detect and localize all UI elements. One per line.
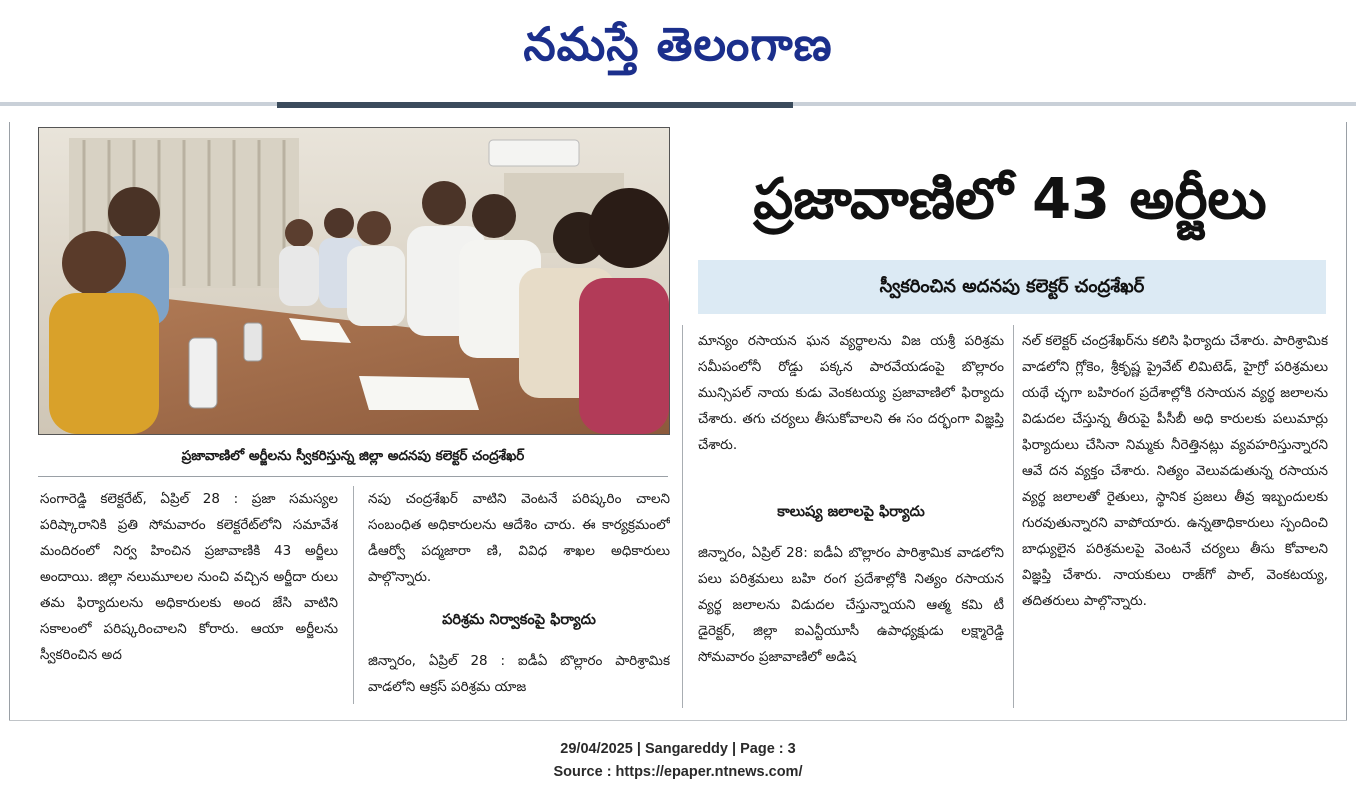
- page-frame-right: [1346, 122, 1347, 720]
- article-paragraph: జిన్నారం, ఏప్రిల్ 28: ఐడీఏ బొల్లారం పారిశ్రామిక వాడలోని పలు పరిశ్రమలు బహి రంగ ప్రదేశాల్లోకి నిత్యం రసాయన వ్యర్థ జలాలను విడుదల చేస్తున్నాయని ఆత్మ కమి టీ డైరెక్టర్, జిల్లా ఐఎన్టీయూసీ ఉపాధ్యక్షుడు లక్ష్మారెడ్డి సోమవారం ప్రజావాణిలో అడిష: [698, 545, 1004, 665]
- edition-info: 29/04/2025 | Sangareddy | Page : 3: [560, 741, 796, 757]
- newspaper-logo-title: నమస్తే తెలంగాణ: [523, 17, 833, 71]
- section-subheading: కాలుష్య జలాలపై ఫిర్యాదు: [777, 504, 925, 520]
- article-column-1: [40, 486, 338, 702]
- article-paragraph: సంగారెడ్డి కలెక్టరేట్, ఏప్రిల్ 28 : ప్రజా సమస్యల పరిష్కారానికి ప్రతి సోమవారం కలెక్టరేట్‌లోని సమావేశ మందిరంలో నిర్వ హించిన ప్రజావాణికి 43 అర్జీలు అందాయి. జిల్లా నలుమూలల నుంచి వచ్చిన అర్జీదా రులు తమ ఫిర్యాదులను అధికారులకు అంద జేసి వాటిని సకాలంలో పరిష్కరించాలని కోరారు. ఆయా అర్జీలను స్వీకరించిన అద: [40, 491, 338, 663]
- article-paragraph: నపు చంద్రశేఖర్ వాటిని వెంటనే పరిష్కరిం చాలని సంబంధిత అధికారులను ఆదేశిం చారు. ఈ కార్యక్రమంలో డీఆర్వో పద్మజారా ణి, వివిధ శాఖల అధికారులు పాల్గొన్నారు.: [368, 491, 670, 585]
- caption-divider: [38, 476, 668, 477]
- article-paragraph: నల్ కలెక్టర్ చంద్రశేఖర్‌ను కలిసి ఫిర్యాదు చేశారు. పారిశ్రామిక వాడలోని గ్లోకెం, శ్రీకృష్ణ ప్రైవేట్ లిమిటెడ్, హైగ్రో పరిశ్రమలు యథే చ్ఛగా బహిరంగ ప్రదేశాల్లోకి రసాయన వ్యర్థ జలాలను విడుదల చేస్తున్న తీరుపై పీసీబీ అధి కారులకు పలుమార్లు ఫిర్యాదులు చేసినా నిమ్మకు నీరెత్తినట్లు వ్యవహరిస్తున్నారని ఆవే దన వ్యక్తం చేశారు. నిత్యం వెలువడుతున్న రసాయన వ్యర్థ జలాలతో రైతులు, స్థానిక ప్రజలు తీవ్ర ఇబ్బందులకు గురవుతున్నారని వాపోయారు. ఉన్నతాధికారులు స్పందించి బాధ్యులైన పరిశ్రమలపై వెంటనే చర్యలు తీసు కోవాలని విజ్ఞప్తి చేశారు. నాయకులు రాజ్‌గో పాల్, వెంకటయ్య, తదితరులు పాల్గొన్నారు.: [1022, 333, 1328, 609]
- page-footer: [0, 738, 1356, 784]
- photo-caption: ప్రజావాణిలో అర్జీలను స్వీకరిస్తున్న జిల్లా అదనపు కలెక్టర్ చంద్రశేఖర్: [181, 448, 525, 464]
- article-column-3: [698, 328, 1004, 492]
- column-divider: [353, 486, 354, 704]
- article-paragraph: జిన్నారం, ఏప్రిల్ 28 : ఐడీఏ బొల్లారం పారిశ్రామిక వాడలోని ఆక్రస్ పరిశ్రమ యాజ: [368, 653, 670, 695]
- masthead-accent-bar: [277, 102, 793, 108]
- section-subheading: పరిశ్రమ నిర్వాకంపై ఫిర్యాదు: [442, 612, 596, 628]
- masthead: [0, 0, 1356, 100]
- article-subheadline: స్వీకరించిన అదనపు కలెక్టర్ చంద్రశేఖర్: [698, 260, 1326, 314]
- article-column-3-continued: [698, 540, 1004, 710]
- news-photo: [38, 127, 670, 435]
- article-column-4: [1022, 328, 1328, 708]
- article-paragraph: మాన్యం రసాయన ఘన వ్యర్థాలను విజ యశ్రీ పరిశ్రమ సమీపంలోనీ రోడ్డు పక్కన పారవేయడంపై బొల్లారం మున్సిపల్ నాయ కుడు వెంకటయ్య ప్రజావాణిలో ఫిర్యాదు చేశారు. తగు చర్యలు తీసుకోవాలని ఈ సం దర్భంగా విజ్ఞప్తి చేశారు.: [698, 333, 1004, 453]
- page-frame-left: [9, 122, 10, 720]
- article-column-2: [368, 486, 670, 598]
- column-divider: [1013, 325, 1014, 708]
- article-column-2-continued: [368, 648, 670, 700]
- source-link[interactable]: Source : https://epaper.ntnews.com/: [553, 764, 803, 780]
- article-headline: ప్రజావాణిలో 43 అర్జీలు: [753, 167, 1267, 232]
- column-divider: [682, 325, 683, 708]
- page-bottom-rule: [9, 720, 1347, 721]
